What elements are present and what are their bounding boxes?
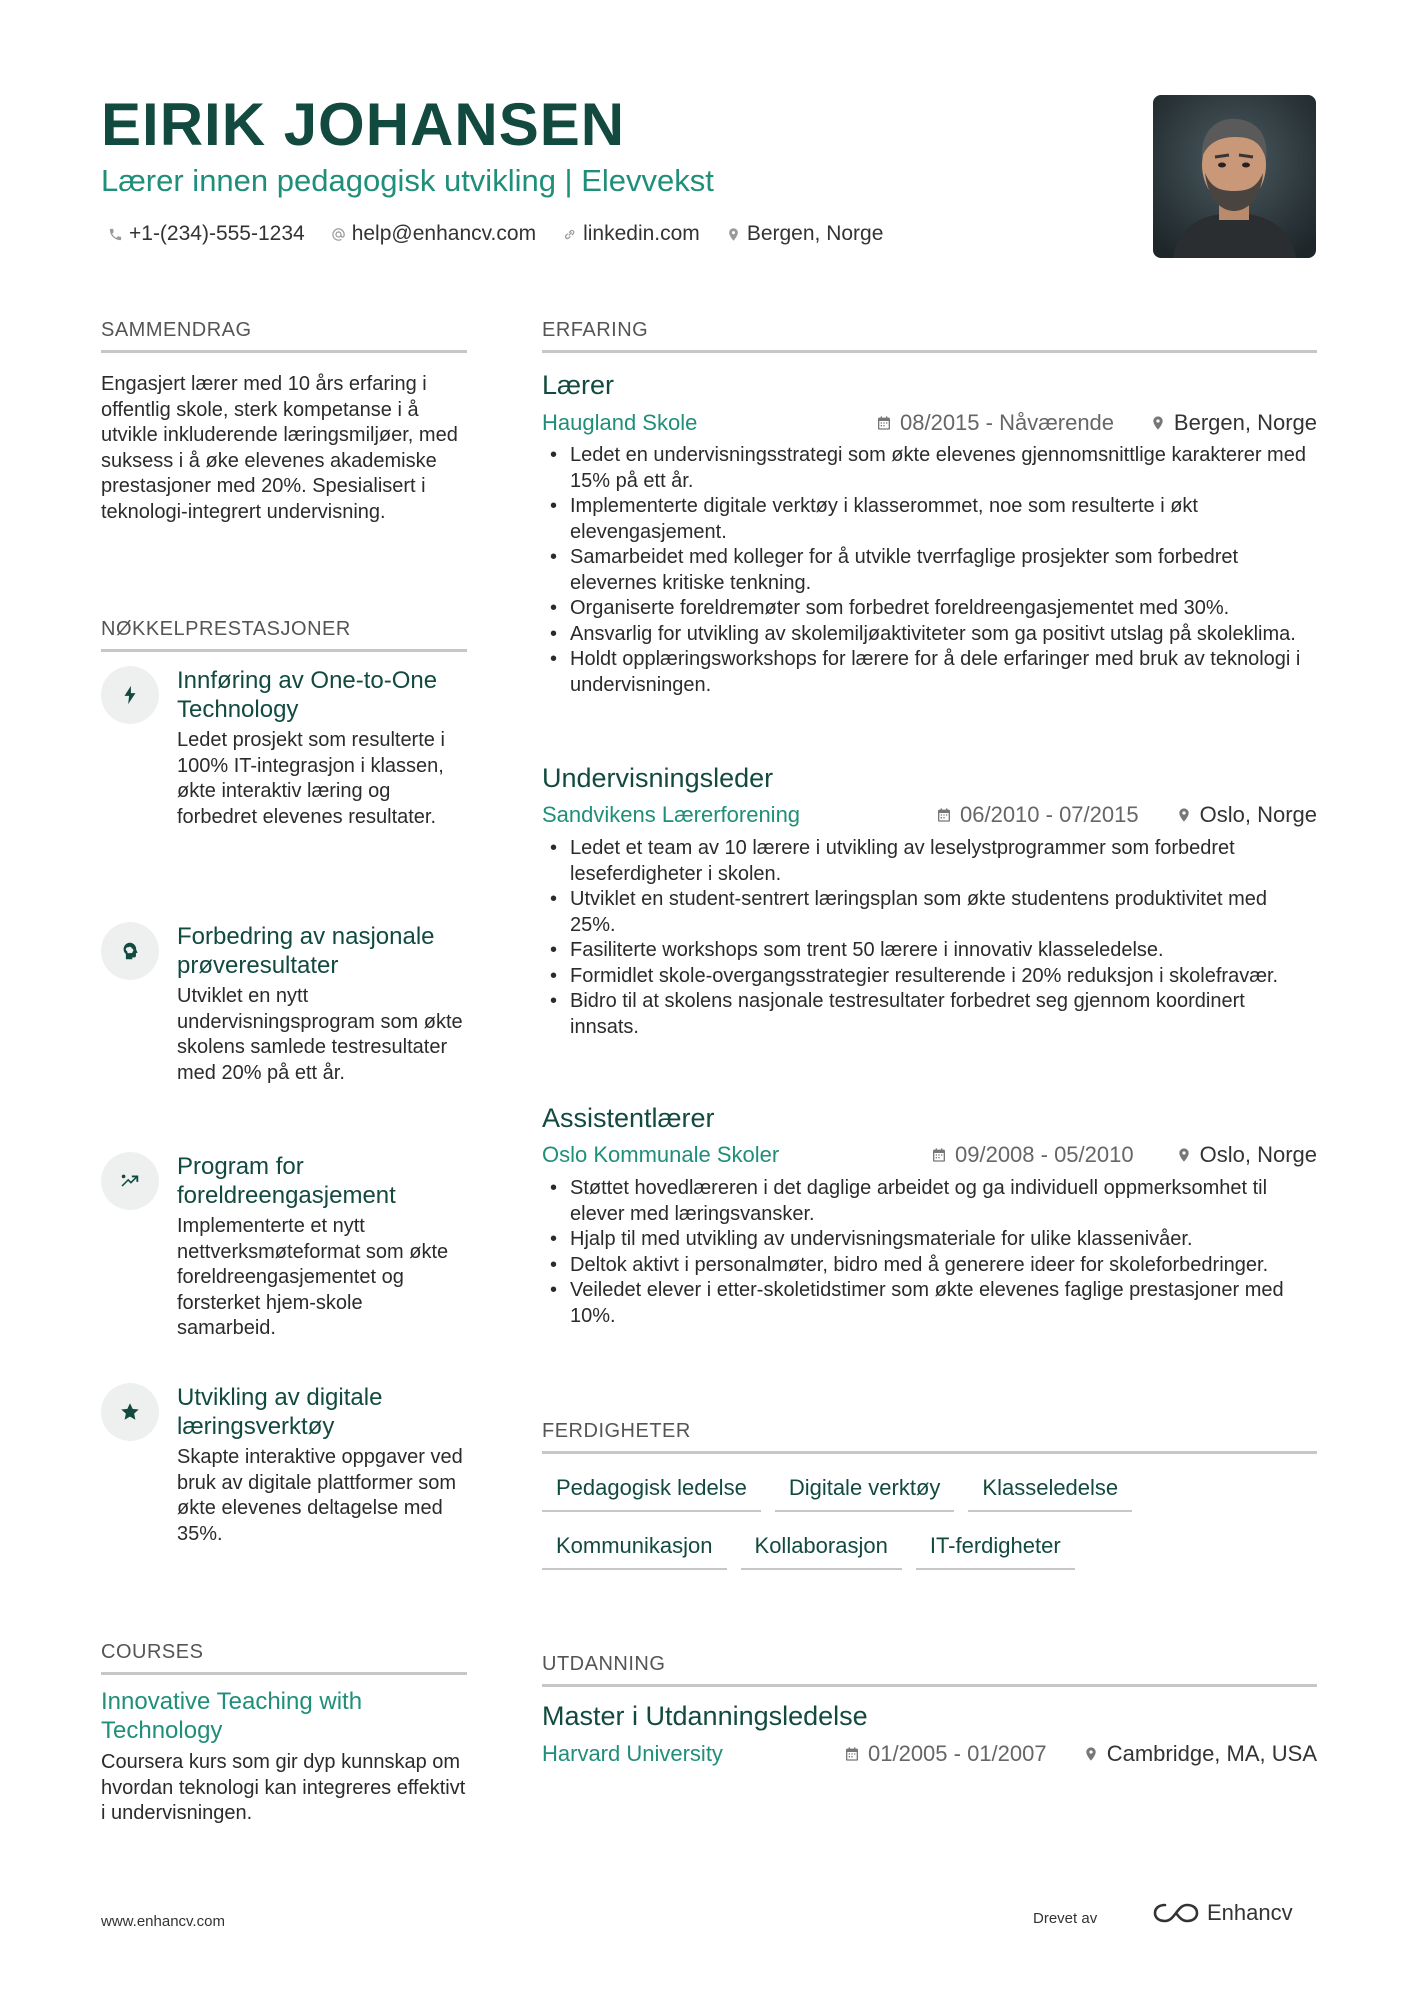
job-bullets <box>542 1176 1317 1329</box>
location-pin-icon <box>1083 1746 1099 1762</box>
achievement-icon-wrap <box>101 1152 159 1210</box>
job-meta <box>542 801 1317 829</box>
skill-tag: Klasseledelse <box>968 1470 1132 1512</box>
job-title: Assistentlærer <box>542 1103 715 1133</box>
email-text: help@enhancv.com <box>351 222 537 245</box>
job-company: Sandvikens Lærerforening <box>542 802 801 827</box>
bullet-item: • Ledet en undervisningsstrategi som økte elevenes gjennomsnittlige karakterer med 15% på ett år. <box>542 443 1317 494</box>
bullet-item: • Ansvarlig for utvikling av skolemiljøaktiviteter som ga positivt utslag på skoleklima. <box>542 622 1317 648</box>
achievement-icon-wrap <box>101 922 159 980</box>
summary-text: Engasjert lærer med 10 års erfaring i offentlig skole, sterk kompetanse i å utvikle inkluderende læringsmiljøer, med suksess i å øke elevenes akademiske prestasjoner med 20%. Spesialisert i teknologi-integrert undervisning. <box>101 373 458 523</box>
footer-url[interactable]: www.enhancv.com <box>101 1913 225 1930</box>
calendar-icon <box>936 807 952 823</box>
achievement-desc: Ledet prosjekt som resulterte i 100% IT-integrasjon i klassen, økte interaktiv læring og forbedret elevenes resultater. <box>177 729 445 828</box>
enhancv-logo-icon <box>1153 1901 1199 1925</box>
job-company: Haugland Skole <box>542 410 698 435</box>
bullet-item: • Samarbeidet med kolleger for å utvikle tverrfaglige prosjekter som forbedret elevernes kritiske tenkning. <box>542 545 1317 596</box>
achievement-title: Forbedring av nasjonale prøveresultater <box>177 923 435 979</box>
skill-tag: Digitale verktøy <box>775 1470 955 1512</box>
course-desc: Coursera kurs som gir dyp kunnskap om hvordan teknologi kan integreres effektivt i undervisningen. <box>101 1751 466 1824</box>
job-location <box>1176 1141 1317 1169</box>
skill-tag: IT-ferdigheter <box>916 1528 1075 1570</box>
education-location-text: Cambridge, MA, USA <box>1106 1741 1317 1766</box>
contact-location <box>726 220 884 248</box>
courses-heading: COURSES <box>101 1640 467 1675</box>
location-pin-icon <box>726 227 741 242</box>
education-location <box>1083 1740 1317 1768</box>
bullet-item: • Deltok aktivt i personalmøter, bidro med å generere ideer for skoleforbedringer. <box>542 1253 1317 1279</box>
achievement-icon-wrap <box>101 1383 159 1441</box>
job-title: Undervisningsleder <box>542 763 774 793</box>
achievement-title: Utvikling av digitale læringsverktøy <box>177 1384 383 1440</box>
bullet-item: • Bidro til at skolens nasjonale testresultater forbedret seg gjennom koordinert innsats. <box>542 989 1317 1040</box>
calendar-icon <box>876 415 892 431</box>
achievement-desc: Implementerte et nytt nettverksmøteformat som økte foreldreengasjementet og forsterket hjem-skole samarbeid. <box>177 1215 449 1339</box>
job-bullets <box>542 443 1317 698</box>
job-location <box>1150 409 1317 437</box>
job-company: Oslo Kommunale Skoler <box>542 1142 780 1167</box>
contact-linkedin[interactable] <box>562 220 700 248</box>
education-school: Harvard University <box>542 1741 723 1766</box>
growth-arrow-icon <box>119 1170 141 1192</box>
skill-tag: Kollaborasjon <box>741 1528 902 1570</box>
skills-heading: FERDIGHETER <box>542 1419 1317 1454</box>
location-pin-icon <box>1150 415 1166 431</box>
achievement-desc: Utviklet en nytt undervisningsprogram som økte skolens samlede testresultater med 20% på ett år. <box>177 985 463 1084</box>
achievement-item <box>101 666 467 896</box>
location-pin-icon <box>1176 807 1192 823</box>
job-location-text: Oslo, Norge <box>1199 1142 1317 1167</box>
education-dates <box>844 1740 1047 1768</box>
achievement-title: Program for foreldreengasjement <box>177 1153 396 1209</box>
avatar-portrait-icon <box>1153 95 1316 258</box>
bullet-item: • Utviklet en student-sentrert læringsplan som økte studentens produktivitet med 25%. <box>542 887 1317 938</box>
bullet-item: • Organiserte foreldremøter som forbedret foreldreengasjementet med 30%. <box>542 596 1317 622</box>
achievement-item <box>101 922 467 1132</box>
job-dates-text: 06/2010 - 07/2015 <box>960 802 1139 827</box>
star-icon <box>119 1401 141 1423</box>
bullet-item: • Hjalp til med utvikling av undervisningsmateriale for ulike klassenivåer. <box>542 1227 1317 1253</box>
skill-tag: Pedagogisk ledelse <box>542 1470 761 1512</box>
education-heading: UTDANNING <box>542 1652 1317 1687</box>
calendar-icon <box>844 1746 860 1762</box>
job-dates-text: 09/2008 - 05/2010 <box>955 1142 1134 1167</box>
location-text: Bergen, Norge <box>746 222 884 245</box>
education-meta <box>542 1740 1317 1768</box>
skills-row <box>542 1470 1132 1512</box>
skills-row <box>542 1528 1075 1570</box>
brain-head-icon <box>119 940 141 962</box>
job-dates <box>936 801 1139 829</box>
achievement-title: Innføring av One-to-One Technology <box>177 667 438 723</box>
education-degree: Master i Utdanningsledelse <box>542 1701 868 1731</box>
job-dates <box>931 1141 1134 1169</box>
profile-photo <box>1153 95 1316 258</box>
bullet-item: • Fasiliterte workshops som trent 50 lærere i innovativ klasseledelse. <box>542 938 1317 964</box>
linkedin-text: linkedin.com <box>583 222 700 245</box>
bullet-item: • Ledet et team av 10 lærere i utvikling av leselystprogrammer som forbedret leseferdigheter i skolen. <box>542 836 1317 887</box>
phone-text: +1-(234)-555-1234 <box>129 222 305 245</box>
summary-heading: SAMMENDRAG <box>101 318 467 353</box>
calendar-icon <box>931 1147 947 1163</box>
footer-powered-by: Drevet av <box>1033 1910 1098 1927</box>
achievement-item <box>101 1383 467 1593</box>
experience-heading: ERFARING <box>542 318 1317 353</box>
at-icon <box>331 227 346 242</box>
bullet-item: • Holdt opplæringsworkshops for lærere for å dele erfaringer med bruk av teknologi i undervisningen. <box>542 647 1317 698</box>
job-location-text: Bergen, Norge <box>1173 410 1317 435</box>
candidate-name: EIRIK JOHANSEN <box>101 91 626 158</box>
job-meta <box>542 409 1317 437</box>
job-title: Lærer <box>542 370 615 400</box>
lightning-icon <box>119 684 141 706</box>
achievement-icon-wrap <box>101 666 159 724</box>
bullet-item: • Formidlet skole-overgangsstrategier resulterende i 20% reduksjon i skolefravær. <box>542 964 1317 990</box>
phone-icon <box>108 227 123 242</box>
education-dates-text: 01/2005 - 01/2007 <box>868 1741 1047 1766</box>
bullet-item: • Veiledet elever i etter-skoletidstimer som økte elevenes faglige prestasjoner med 10%. <box>542 1278 1317 1329</box>
bullet-item: • Støttet hovedlæreren i det daglige arbeidet og ga individuell oppmerksomhet til elever med læringsvansker. <box>542 1176 1317 1227</box>
location-pin-icon <box>1176 1147 1192 1163</box>
candidate-title: Lærer innen pedagogisk utvikling | Elevvekst <box>101 163 714 198</box>
course-title: Innovative Teaching with Technology <box>101 1688 363 1744</box>
achievement-desc: Skapte interaktive oppgaver ved bruk av digitale plattformer som økte elevenes deltagelse med 35%. <box>177 1446 463 1545</box>
skill-tag: Kommunikasjon <box>542 1528 727 1570</box>
contact-email[interactable] <box>331 220 536 248</box>
achievement-item <box>101 1152 467 1362</box>
job-bullets <box>542 836 1317 1040</box>
footer-brand-logo[interactable] <box>1153 1900 1293 1926</box>
job-meta <box>542 1141 1317 1169</box>
footer-brand-text: Enhancv <box>1207 1900 1293 1925</box>
contact-bar <box>108 220 883 248</box>
link-icon <box>562 227 577 242</box>
job-location-text: Oslo, Norge <box>1199 802 1317 827</box>
contact-phone <box>108 220 305 248</box>
job-dates-text: 08/2015 - Nåværende <box>900 410 1115 435</box>
job-dates <box>876 409 1114 437</box>
achievements-heading: NØKKELPRESTASJONER <box>101 617 467 652</box>
job-location <box>1176 801 1317 829</box>
bullet-item: • Implementerte digitale verktøy i klasserommet, noe som resulterte i økt elevengasjement. <box>542 494 1317 545</box>
